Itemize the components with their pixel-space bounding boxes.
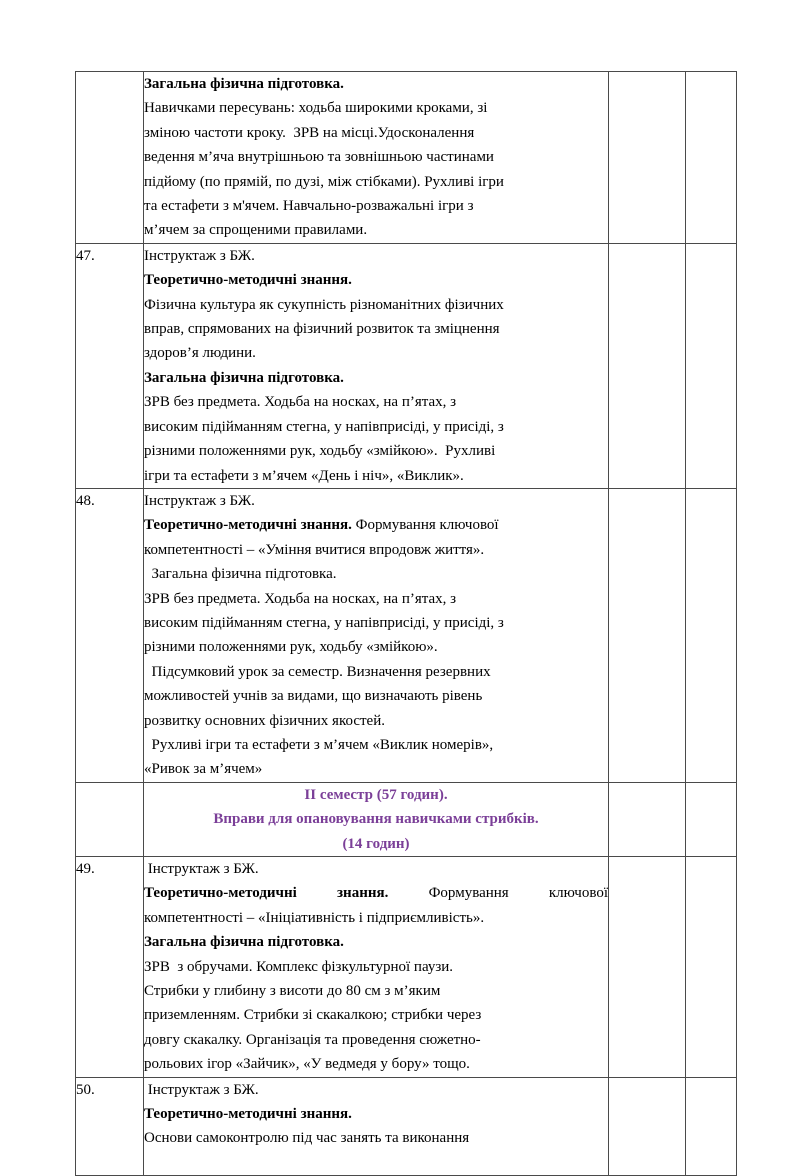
text-line xyxy=(144,317,608,341)
lesson-content-cell xyxy=(144,857,609,1078)
text-run: високим підійманням стегна, у напівприсіді, у присіді, з xyxy=(144,614,504,631)
table-row xyxy=(76,782,737,856)
text-line xyxy=(144,121,608,145)
text-run: Вправи для опановування навичками стрибків. xyxy=(213,811,539,828)
lesson-content-cell xyxy=(144,243,609,488)
row-number-cell xyxy=(76,782,144,856)
empty-cell-2 xyxy=(686,857,737,1078)
text-line xyxy=(144,341,608,365)
text-line xyxy=(144,366,608,390)
text-line xyxy=(144,881,608,905)
text-line xyxy=(144,832,608,856)
text-run: компетентності – «Уміння вчитися впродовж життя». xyxy=(144,541,485,558)
text-run: Навичками пересувань: ходьба широкими кроками, зі xyxy=(144,100,488,117)
text-run: Стрибки у глибину з висоти до 80 см з м’яким xyxy=(144,983,441,1000)
text-line xyxy=(144,464,608,488)
text-line xyxy=(144,194,608,218)
empty-cell-1 xyxy=(609,72,686,244)
text-line xyxy=(144,709,608,733)
text-run: ігри та естафети з м’ячем «День і ніч», «Виклик». xyxy=(144,467,464,484)
text-line xyxy=(144,684,608,708)
text-run: ЗРВ без предмета. Ходьба на носках, на п’ятах, з xyxy=(144,394,457,411)
text-run: Теоретично-методичні знання. xyxy=(144,272,352,289)
text-run: Загальна фізична підготовка. xyxy=(144,369,344,386)
table-row xyxy=(76,243,737,488)
text-line xyxy=(144,390,608,414)
text-line xyxy=(144,660,608,684)
text-line xyxy=(144,733,608,757)
text-run: Теоретично-методичні знання. xyxy=(144,1106,352,1123)
text-line xyxy=(144,611,608,635)
text-run: компетентності – «Ініціативність і підприємливість». xyxy=(144,909,485,926)
empty-cell-2 xyxy=(686,488,737,782)
row-number-cell: 49. xyxy=(76,857,144,1078)
text-run: Загальна фізична підготовка. xyxy=(144,934,344,951)
table-row xyxy=(76,1077,737,1176)
text-line xyxy=(144,930,608,954)
text-run: підйому (по прямій, по дузі, між стібками). Рухливі ігри xyxy=(144,173,504,190)
text-line xyxy=(144,268,608,292)
text-line xyxy=(144,1052,608,1076)
text-run: Основи самоконтролю під час занять та виконання xyxy=(144,1130,470,1147)
text-run: та естафети з м'ячем. Навчально-розважальні ігри з xyxy=(144,198,474,215)
text-line xyxy=(144,562,608,586)
lesson-content-cell xyxy=(144,488,609,782)
text-run: ЗРВ з обручами. Комплекс фізкультурної паузи. xyxy=(144,958,454,975)
text-run: Рухливі ігри та естафети з м’ячем «Виклик номерів», xyxy=(144,736,494,753)
empty-cell-1 xyxy=(609,857,686,1078)
table-row xyxy=(76,488,737,782)
text-run: Фізична культура як сукупність різноманітних фізичних xyxy=(144,296,504,313)
text-line xyxy=(144,757,608,781)
text-run: різними положеннями рук, ходьбу «змійкою». xyxy=(144,639,438,656)
text-run: м’ячем за спрощеними правилами. xyxy=(144,222,368,239)
empty-cell-1 xyxy=(609,782,686,856)
text-line xyxy=(144,1003,608,1027)
text-line xyxy=(144,635,608,659)
text-run: ІІ семестр (57 годин). xyxy=(304,786,448,803)
text-line xyxy=(144,96,608,120)
text-line xyxy=(144,807,608,831)
text-run: здоров’я людини. xyxy=(144,345,256,362)
empty-cell-2 xyxy=(686,782,737,856)
text-line xyxy=(144,170,608,194)
text-run: Інструктаж з БЖ. xyxy=(144,861,259,877)
empty-cell-2 xyxy=(686,243,737,488)
text-line xyxy=(144,955,608,979)
text-run: ЗРВ без предмета. Ходьба на носках, на п’ятах, з xyxy=(144,590,457,607)
table-row xyxy=(76,72,737,244)
text-run: Інструктаж з БЖ. xyxy=(144,492,255,509)
text-run: рольових ігор «Зайчик», «У ведмедя у бору» тощо. xyxy=(144,1056,470,1073)
text-line xyxy=(144,1151,608,1175)
text-line xyxy=(144,218,608,242)
row-number-cell: 48. xyxy=(76,488,144,782)
text-line xyxy=(144,1126,608,1150)
lesson-content-cell xyxy=(144,72,609,244)
text-run-tail: Формування ключової xyxy=(388,885,608,902)
text-run: розвитку основних фізичних якостей. xyxy=(144,712,385,729)
text-run-tail: Формування ключової xyxy=(351,517,499,534)
row-number-cell xyxy=(76,72,144,244)
text-run: Інструктаж з БЖ. xyxy=(144,247,255,264)
empty-cell-1 xyxy=(609,488,686,782)
text-run: ведення м’яча внутрішньою та зовнішньою частинами xyxy=(144,149,494,166)
text-run: Загальна фізична підготовка. xyxy=(144,76,344,92)
text-run: Загальна фізична підготовка. xyxy=(144,566,337,583)
text-run: «Ривок за м’ячем» xyxy=(144,761,263,778)
empty-cell-1 xyxy=(609,243,686,488)
text-line xyxy=(144,145,608,169)
text-run: (14 годин) xyxy=(342,835,410,852)
text-line xyxy=(144,439,608,463)
table-row xyxy=(76,857,737,1078)
text-run: різними положеннями рук, ходьбу «змійкою». Рухливі xyxy=(144,443,496,460)
text-line xyxy=(144,783,608,807)
text-run: зміною частоти кроку. ЗРВ на місці.Удосконалення xyxy=(144,124,475,141)
text-line xyxy=(144,415,608,439)
text-line xyxy=(144,293,608,317)
text-run: високим підійманням стегна, у напівприсіді, у присіді, з xyxy=(144,418,504,435)
text-line xyxy=(144,244,608,268)
lesson-content-cell xyxy=(144,1077,609,1176)
text-line xyxy=(144,979,608,1003)
text-line xyxy=(144,1028,608,1052)
text-run: Теоретично-методичні знання. xyxy=(144,517,352,534)
text-line xyxy=(144,906,608,930)
text-line xyxy=(144,513,608,537)
text-line xyxy=(144,538,608,562)
lesson-plan-body xyxy=(76,72,737,1176)
text-run: приземленням. Стрибки зі скакалкою; стрибки через xyxy=(144,1007,482,1024)
text-run: можливостей учнів за видами, що визначають рівень xyxy=(144,688,483,705)
text-run: Підсумковий урок за семестр. Визначення резервних xyxy=(144,663,491,680)
text-run: довгу скакалку. Організація та проведення сюжетно- xyxy=(144,1031,481,1048)
text-run: вправ, спрямованих на фізичний розвиток та зміцнення xyxy=(144,321,500,338)
section-heading-cell xyxy=(144,782,609,856)
text-line xyxy=(144,857,608,881)
text-line xyxy=(144,1078,608,1102)
row-number-cell: 50. xyxy=(76,1077,144,1176)
row-number-cell: 47. xyxy=(76,243,144,488)
text-line xyxy=(144,489,608,513)
lesson-plan-table xyxy=(75,71,737,1176)
empty-cell-2 xyxy=(686,1077,737,1176)
empty-cell-2 xyxy=(686,72,737,244)
text-run: Теоретично-методичні знання. xyxy=(144,885,389,902)
text-line xyxy=(144,587,608,611)
text-run: Інструктаж з БЖ. xyxy=(144,1081,259,1098)
empty-cell-1 xyxy=(609,1077,686,1176)
text-line xyxy=(144,72,608,96)
